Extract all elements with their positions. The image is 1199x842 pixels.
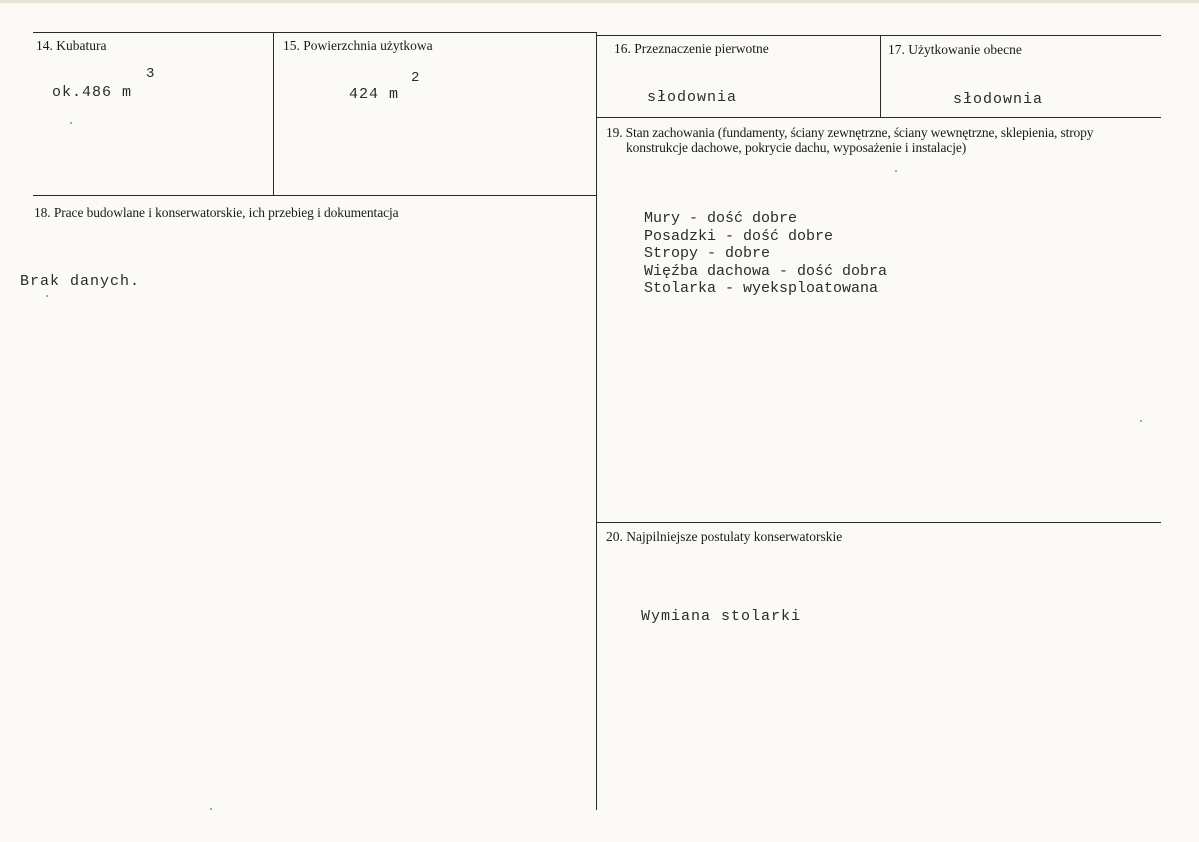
stan-line: Mury - dość dobre (644, 210, 798, 227)
stan-line: Stolarka - wyeksploatowana (644, 280, 879, 297)
stan-line: Stropy - dobre (644, 245, 771, 262)
kubatura-value: ok.486 m (52, 84, 133, 101)
divider-14-15 (273, 32, 274, 196)
divider-main (596, 32, 597, 810)
stan-label-line1: 19. Stan zachowania (fundamenty, ściany zewnętrzne, ściany wewnętrzne, sklepienia, stropy (606, 125, 1094, 140)
stan-line: Posadzki - dość dobre (644, 227, 834, 245)
scan-speck (1140, 420, 1142, 422)
kubatura-label: 14. Kubatura (36, 38, 107, 53)
page-top-edge (0, 0, 1199, 3)
przeznaczenie-label: 16. Przeznaczenie pierwotne (614, 41, 769, 56)
powierzchnia-exponent: 2 (411, 70, 420, 86)
uzytkowanie-value: słodownia (953, 91, 1044, 108)
uzytkowanie-label: 17. Użytkowanie obecne (888, 42, 1022, 57)
divider-left-mid (33, 195, 597, 196)
prace-value: Brak danych. (20, 273, 141, 290)
divider-16-17 (880, 35, 881, 118)
scan-speck (46, 295, 48, 297)
prace-label: 18. Prace budowlane i konserwatorskie, ich przebieg i dokumentacja (34, 205, 399, 220)
powierzchnia-label: 15. Powierzchnia użytkowa (283, 38, 433, 53)
scan-speck (210, 808, 212, 810)
powierzchnia-value: 424 m (349, 86, 400, 103)
stan-label-line2: konstrukcje dachowe, pokrycie dachu, wyposażenie i instalacje) (626, 140, 967, 155)
divider-16-17-bottom (597, 117, 1161, 118)
kubatura-exponent: 3 (146, 66, 155, 82)
stan-line: Więźba dachowa - dość dobra (644, 262, 888, 280)
scan-speck (895, 170, 897, 172)
divider-top-left (33, 32, 597, 33)
postulaty-label: 20. Najpilniejsze postulaty konserwatorskie (606, 529, 843, 544)
postulaty-value: Wymiana stolarki (641, 608, 802, 625)
przeznaczenie-value: słodownia (647, 89, 738, 106)
scan-speck (70, 122, 72, 124)
divider-19-20 (597, 522, 1161, 523)
divider-top-right (597, 35, 1161, 36)
